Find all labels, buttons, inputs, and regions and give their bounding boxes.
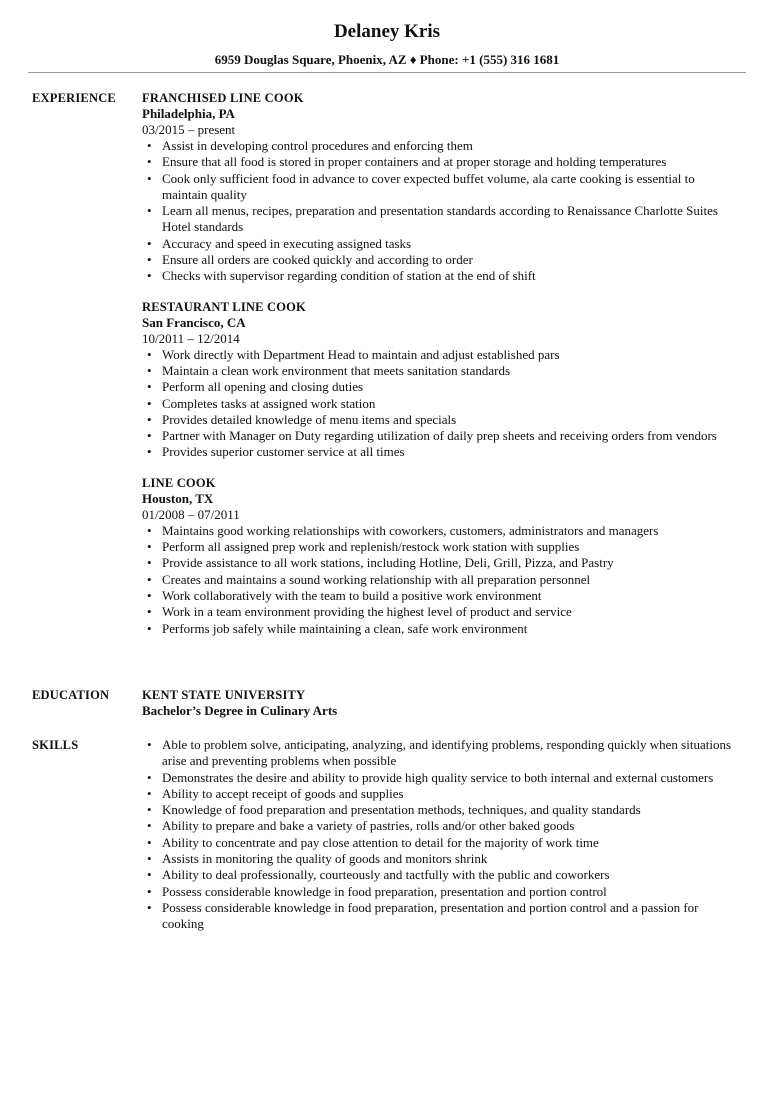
bullet-glyph: • (147, 555, 152, 571)
job-title: FRANCHISED LINE COOK (142, 91, 304, 105)
list-item (142, 252, 742, 268)
bullet-glyph: • (147, 539, 152, 555)
list-item (142, 851, 742, 867)
header-divider (28, 72, 746, 73)
list-item (142, 523, 742, 539)
list-item (142, 412, 742, 428)
job-title: RESTAURANT LINE COOK (142, 299, 306, 314)
bullet-glyph: • (147, 834, 152, 850)
list-item (142, 203, 742, 236)
education-body (142, 687, 742, 719)
bullet-glyph: • (147, 252, 152, 268)
bullet-glyph: • (147, 170, 152, 186)
list-item-text: Assist in developing control procedures and enforcing them (162, 138, 473, 153)
list-item-text: Performs job safely while maintaining a clean, safe work environment (162, 620, 528, 636)
job-location: Philadelphia, PA (142, 106, 235, 121)
job-dates: 10/2011 – 12/2014 (142, 330, 240, 346)
list-item-text: Ability to concentrate and pay close attention to detail for the majority of work time (162, 834, 599, 850)
bullet-glyph: • (147, 604, 152, 620)
list-item (142, 737, 742, 770)
bullet-glyph: • (147, 785, 152, 801)
bullet-glyph: • (147, 769, 152, 785)
skills-body (142, 737, 742, 933)
list-item-text: Knowledge of food preparation and presentation methods, techniques, and quality standards (162, 802, 641, 818)
list-item-text: Perform all opening and closing duties (162, 379, 364, 395)
bullet-glyph: • (147, 395, 152, 411)
list-item-text: Cook only sufficient food in advance to cover expected buffet volume, ala carte cooking is essential to maintain quality (162, 170, 695, 202)
list-item-text: Able to problem solve, anticipating, analyzing, and identifying problems, responding quickly when situations arise and preventing problems when possible (162, 737, 732, 769)
list-item (142, 444, 742, 460)
bullet-glyph: • (147, 138, 152, 153)
bullet-glyph: • (147, 802, 152, 818)
job-bullet-list (142, 347, 742, 461)
school-name: KENT STATE UNIVERSITY (142, 688, 306, 702)
bullet-glyph: • (147, 737, 152, 752)
bullet-glyph: • (147, 587, 152, 603)
bullet-glyph: • (147, 154, 152, 170)
list-item (142, 604, 742, 620)
bullet-glyph: • (147, 867, 152, 883)
bullet-glyph: • (147, 428, 152, 444)
list-item-text: Ability to deal professionally, courteously and tactfully with the public and coworkers (162, 867, 610, 883)
job-location: San Francisco, CA (142, 314, 246, 330)
list-item (142, 236, 742, 252)
job-entry (142, 299, 742, 461)
job-dates: 01/2008 – 07/2011 (142, 506, 240, 522)
job-dates: 03/2015 – present (142, 122, 236, 137)
list-item (142, 347, 742, 363)
bullet-glyph: • (147, 620, 152, 636)
section-label-education: EDUCATION (32, 688, 110, 702)
list-item-text: Partner with Manager on Duty regarding utilization of daily prep sheets and receiving orders from vendors (162, 428, 717, 444)
list-item-text: Creates and maintains a sound working relationship with all preparation personnel (162, 571, 591, 587)
list-item-text: Possess considerable knowledge in food preparation, presentation and portion control and a passion for cooking (162, 899, 699, 932)
list-item-text: Maintain a clean work environment that meets sanitation standards (162, 362, 511, 378)
job-title: LINE COOK (142, 475, 216, 490)
list-item (142, 835, 742, 851)
bullet-glyph: • (147, 883, 152, 899)
bullet-glyph: • (147, 818, 152, 834)
contact-line: 6959 Douglas Square, Phoenix, AZ ♦ Phone: +1 (555) 316 1681 (214, 52, 560, 67)
list-item (142, 363, 742, 379)
list-item-text: Provides superior customer service at all times (162, 444, 405, 460)
list-item (142, 379, 742, 395)
list-item (142, 770, 742, 786)
list-item (142, 396, 742, 412)
list-item (142, 572, 742, 588)
list-item (142, 802, 742, 818)
list-item-text: Maintains good working relationships with coworkers, customers, administrators and managers (162, 522, 659, 538)
list-item (142, 786, 742, 802)
job-location: Houston, TX (142, 490, 214, 506)
list-item (142, 539, 742, 555)
job-bullet-list (142, 523, 742, 637)
list-item-text: Learn all menus, recipes, preparation and presentation standards according to Renaissance Charlotte Suites Hotel standards (162, 203, 718, 235)
list-item-text: Perform all assigned prep work and replenish/restock work station with supplies (162, 539, 580, 555)
degree-name: Bachelor’s Degree in Culinary Arts (142, 703, 338, 718)
bullet-glyph: • (147, 522, 152, 538)
skills-list (142, 737, 742, 933)
list-item-text: Possess considerable knowledge in food preparation, presentation and portion control (162, 883, 607, 899)
experience-body (142, 90, 742, 651)
section-label-skills: SKILLS (32, 738, 79, 752)
bullet-glyph: • (147, 379, 152, 395)
list-item (142, 555, 742, 571)
bullet-glyph: • (147, 899, 152, 915)
bullet-glyph: • (147, 362, 152, 378)
candidate-name: Delaney Kris (333, 21, 441, 42)
list-item (142, 138, 742, 154)
list-item-text: Ensure that all food is stored in proper containers and at proper storage and holding temperatures (162, 154, 667, 170)
bullet-glyph: • (147, 203, 152, 219)
list-item (142, 884, 742, 900)
bullet-glyph: • (147, 346, 152, 362)
list-item-text: Accuracy and speed in executing assigned tasks (162, 235, 412, 251)
job-entry (142, 475, 742, 637)
list-item-text: Ability to accept receipt of goods and supplies (162, 785, 404, 801)
list-item (142, 900, 742, 933)
list-item-text: Provides detailed knowledge of menu items and specials (162, 411, 457, 427)
list-item-text: Work in a team environment providing the highest level of product and service (162, 604, 572, 620)
list-item-text: Assists in monitoring the quality of goods and monitors shrink (162, 851, 488, 867)
list-item (142, 621, 742, 637)
list-item (142, 268, 742, 284)
list-item-text: Provide assistance to all work stations, including Hotline, Deli, Grill, Pizza, and Pastry (162, 555, 614, 571)
bullet-glyph: • (147, 444, 152, 460)
bullet-glyph: • (147, 268, 152, 284)
bullet-glyph: • (147, 851, 152, 867)
bullet-glyph: • (147, 411, 152, 427)
list-item-text: Work collaboratively with the team to build a positive work environment (162, 587, 542, 603)
job-bullet-list (142, 138, 742, 285)
list-item-text: Work directly with Department Head to maintain and adjust established pars (162, 346, 560, 362)
bullet-glyph: • (147, 235, 152, 251)
list-item (142, 171, 742, 204)
list-item (142, 818, 742, 834)
list-item-text: Checks with supervisor regarding condition of station at the end of shift (162, 268, 536, 284)
list-item-text: Demonstrates the desire and ability to provide high quality service to both internal and external customers (162, 769, 714, 785)
list-item-text: Completes tasks at assigned work station (162, 395, 376, 411)
list-item-text: Ensure all orders are cooked quickly and according to order (162, 252, 473, 268)
bullet-glyph: • (147, 571, 152, 587)
list-item (142, 154, 742, 170)
job-entry (142, 90, 742, 285)
list-item (142, 867, 742, 883)
list-item (142, 428, 742, 444)
section-label-experience: EXPERIENCE (32, 91, 116, 105)
list-item (142, 588, 742, 604)
list-item-text: Ability to prepare and bake a variety of pastries, rolls and/or other baked goods (162, 818, 575, 834)
